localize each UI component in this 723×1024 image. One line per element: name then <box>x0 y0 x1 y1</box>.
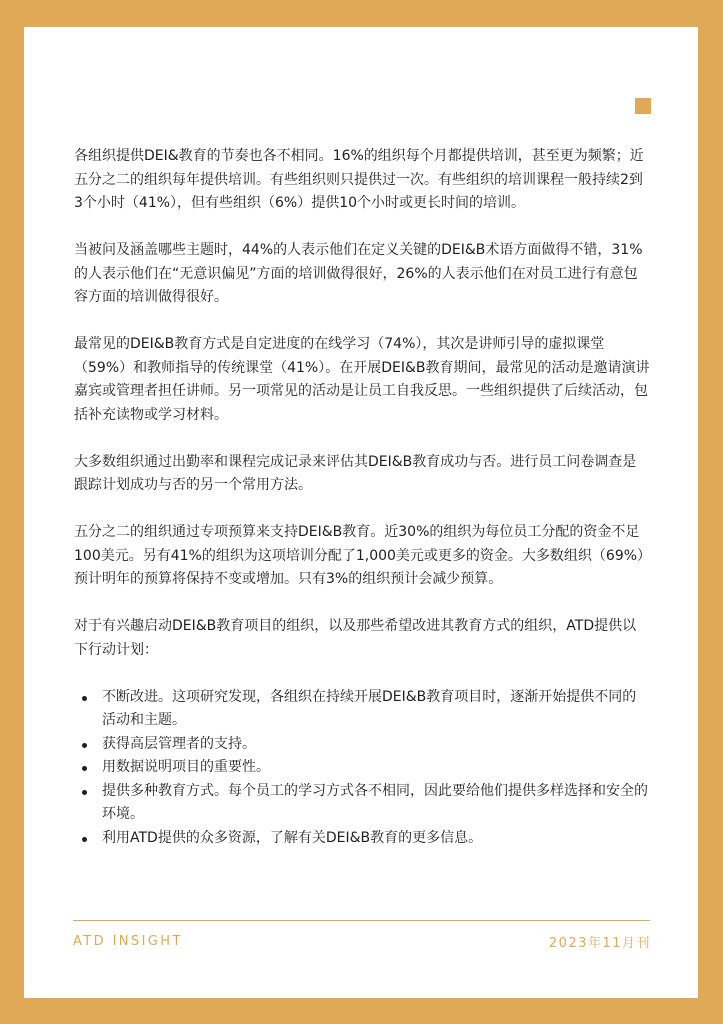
paragraph-3: 最常见的DEI&B教育方式是自定进度的在线学习（74%），其次是讲师引导的虚拟课堂（59%）和教师指导的传统课堂（41%）。在开展DEI&B教育期间，最常见的活动是邀请演讲嘉宾或管理者担任讲师。另一项常见的活动是让员工自我反思。一些组织提供了后续活动，包括补充读物或学习材料。 <box>74 336 650 423</box>
list-item: 获得高层管理者的支持。 <box>102 733 650 757</box>
paragraph-5: 五分之二的组织通过专项预算来支持DEI&B教育。近30%的组织为每位员工分配的资金不足100美元。另有41%的组织为这项培训分配了1,000美元或更多的资金。大多数组织（69%）预计明年的预算将保持不变或增加。只有3%的组织预计会减少预算。 <box>74 524 645 587</box>
decorative-square <box>635 98 651 114</box>
paragraph-1: 各组织提供DEI&教育的节奏也各不相同。16%的组织每个月都提供培训，甚至更为频繁；近五分之二的组织每年提供培训。有些组织则只提供过一次。有些组织的培训课程一般持续2到3个小时（41%），但有些组织（6%）提供10个小时或更长时间的培训。 <box>74 148 644 211</box>
list-item: 利用ATD提供的众多资源，了解有关DEI&B教育的更多信息。 <box>102 827 650 851</box>
paragraph-6: 对于有兴趣启动DEI&B教育项目的组织，以及那些希望改进其教育方式的组织，ATD提供以下行动计划： <box>74 618 637 658</box>
list-item: 提供多种教育方式。每个员工的学习方式各不相同，因此要给他们提供多样选择和安全的环境。 <box>102 780 650 827</box>
action-plan-list <box>74 686 650 851</box>
list-item: 不断改进。这项研究发现，各组织在持续开展DEI&B教育项目时，逐渐开始提供不同的活动和主题。 <box>102 686 650 733</box>
footer-issue-date: 2023年11月刊 <box>548 936 651 951</box>
list-item: 用数据说明项目的重要性。 <box>102 756 650 780</box>
paragraph-4: 大多数组织通过出勤率和课程完成记录来评估其DEI&B教育成功与否。进行员工问卷调查是跟踪计划成功与否的另一个常用方法。 <box>74 453 637 493</box>
article-body <box>74 145 650 850</box>
paragraph-2: 当被问及涵盖哪些主题时，44%的人表示他们在定义关键的DEI&B术语方面做得不错，31% 的人表示他们在“无意识偏见”方面的培训做得很好，26%的人表示他们在对员工进行有意包容方面的培训做得很好。 <box>74 242 643 305</box>
footer-publication: ATD INSIGHT <box>73 934 183 949</box>
footer-divider <box>73 920 650 921</box>
page <box>24 27 698 998</box>
